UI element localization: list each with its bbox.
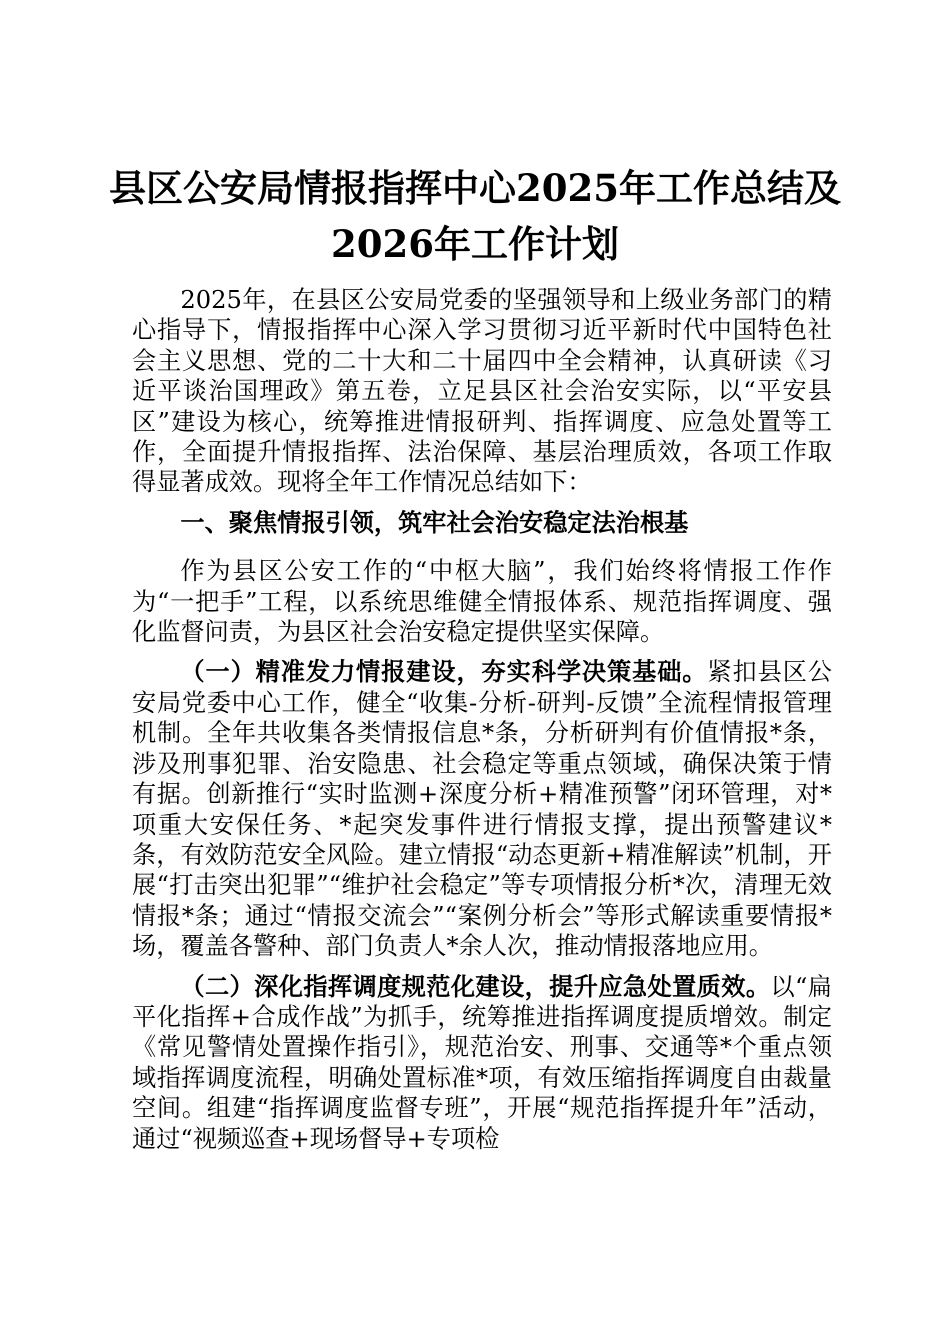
subsection-1-lead: （一）精准发力情报建设，夯实科学决策基础。 (180, 657, 708, 687)
subsection-2-text: 以“扁平化指挥+合成作战”为抓手，统筹推进指挥调度提质增效。制定《常见警情处置操作指引》，规范治安、刑事、交通等*个重点领域指挥调度流程，明确处置标准*项，有效压缩指挥调度自由裁量空间。组建“指挥调度监督专班”，开展“规范指挥提升年”活动，通过“视频巡查+现场督导+专项检 (132, 972, 832, 1153)
document-body (132, 285, 832, 1154)
intro-paragraph: 2025年，在县区公安局党委的坚强领导和上级业务部门的精心指导下，情报指挥中心深入学习贯彻习近平新时代中国特色社会主义思想、党的二十大和二十届四中全会精神，认真研读《习近平谈治国理政》第五卷，立足县区社会治安实际，以“平安县区”建设为核心，统筹推进情报研判、指挥调度、应急处置等工作，全面提升情报指挥、法治保障、基层治理质效，各项工作取得显著成效。现将全年工作情况总结如下： (132, 286, 832, 497)
subsection-1-text: 紧扣县区公安局党委中心工作，健全“收集-分析-研判-反馈”全流程情报管理机制。全年共收集各类情报信息*条，分析研判有价值情报*条，涉及刑事犯罪、治安隐患、社会稳定等重点领域，确保决策于情有据。创新推行“实时监测+深度分析+精准预警”闭环管理，对*项重大安保任务、*起突发事件进行情报支撑，提出预警建议*条，有效防范安全风险。建立情报“动态更新+精准解读”机制，开展“打击突出犯罪”“维护社会稳定”等专项情报分析*次，清理无效情报*条；通过“情报交流会”“案例分析会”等形式解读重要情报*场，覆盖各警种、部门负责人*余人次，推动情报落地应用。 (132, 658, 832, 961)
section-1-paragraph: 作为县区公安工作的“中枢大脑”，我们始终将情报工作作为“一把手”工程，以系统思维健全情报体系、规范指挥调度、强化监督问责，为县区社会治安稳定提供坚实保障。 (132, 557, 832, 647)
document-title (90, 160, 860, 272)
title-line-2: 2026年工作计划 (331, 222, 619, 266)
title-line-1: 县区公安局情报指挥中心2025年工作总结及 (109, 166, 841, 210)
subsection-1-paragraph (132, 657, 832, 961)
subsection-2-lead: （二）深化指挥调度规范化建设，提升应急处置质效。 (180, 971, 771, 1001)
section-1-heading: 一、聚焦情报引领，筑牢社会治安稳定法治根基 (180, 507, 689, 537)
subsection-2-paragraph (132, 972, 832, 1154)
